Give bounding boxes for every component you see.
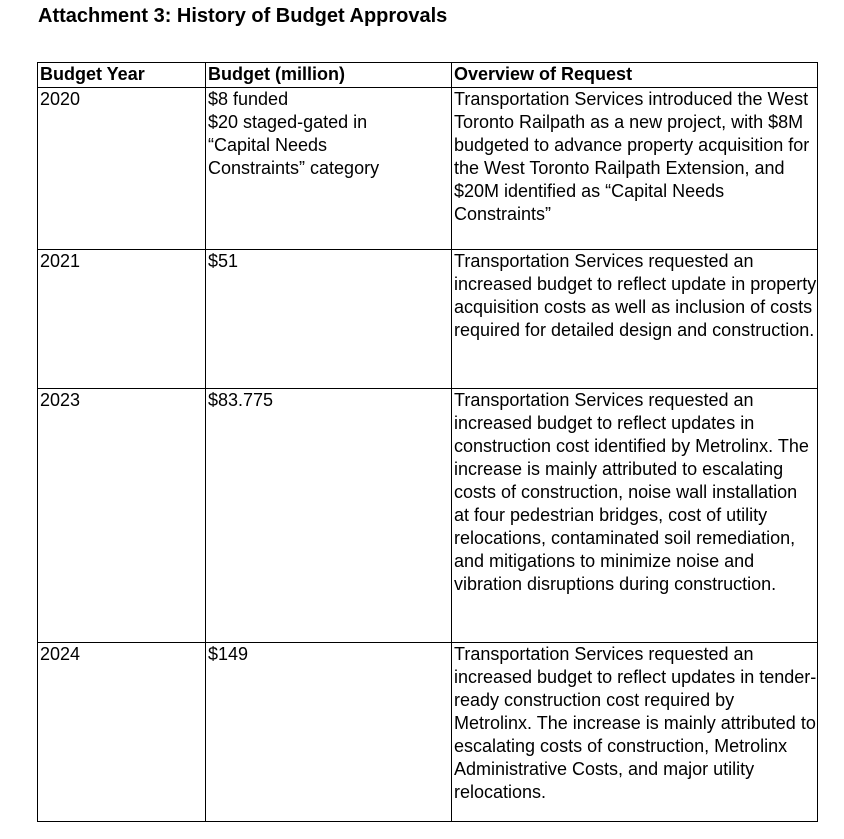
budget-line: Constraints” category [208,158,380,178]
table-row [38,88,818,250]
cell-budget: $51 [206,250,452,389]
cell-year: 2024 [38,643,206,822]
header-budget-million: Budget (million) [206,63,452,88]
table-row [38,389,818,643]
cell-overview: Transportation Services requested an increased budget to reflect update in property acquisition costs as well as inclusion of costs required for detailed design and construction. [452,250,818,389]
cell-budget: $83.775 [206,389,452,643]
table-row [38,643,818,822]
cell-overview: Transportation Services introduced the West Toronto Railpath as a new project, with $8M budgeted to advance property acquisition for the West Toronto Railpath Extension, and $20M identified as “Capital Needs Constraints” [452,88,818,250]
header-budget-year: Budget Year [38,63,206,88]
budget-line: $20 staged-gated in [208,112,368,132]
cell-overview: Transportation Services requested an increased budget to reflect updates in construction cost identified by Metrolinx. The increase is mainly attributed to escalating costs of construction, noise wall installation at four pedestrian bridges, cost of utility relocations, contaminated soil remediation, and mitigations to minimize noise and vibration disruptions during construction. [452,389,818,643]
cell-overview: Transportation Services requested an increased budget to reflect updates in tender-ready construction cost required by Metrolinx. The increase is mainly attributed to escalating costs of construction, Metrolinx Administrative Costs, and major utility relocations. [452,643,818,822]
table-row [38,250,818,389]
cell-year: 2021 [38,250,206,389]
budget-line: “Capital Needs [208,135,328,155]
table-header-row [38,63,818,88]
budget-approvals-table [37,62,818,822]
cell-year: 2020 [38,88,206,250]
cell-year: 2023 [38,389,206,643]
cell-budget [206,88,452,250]
budget-line: $8 funded [208,89,289,109]
page-title: Attachment 3: History of Budget Approvals [38,5,448,27]
cell-budget: $149 [206,643,452,822]
header-overview-of-request: Overview of Request [452,63,818,88]
